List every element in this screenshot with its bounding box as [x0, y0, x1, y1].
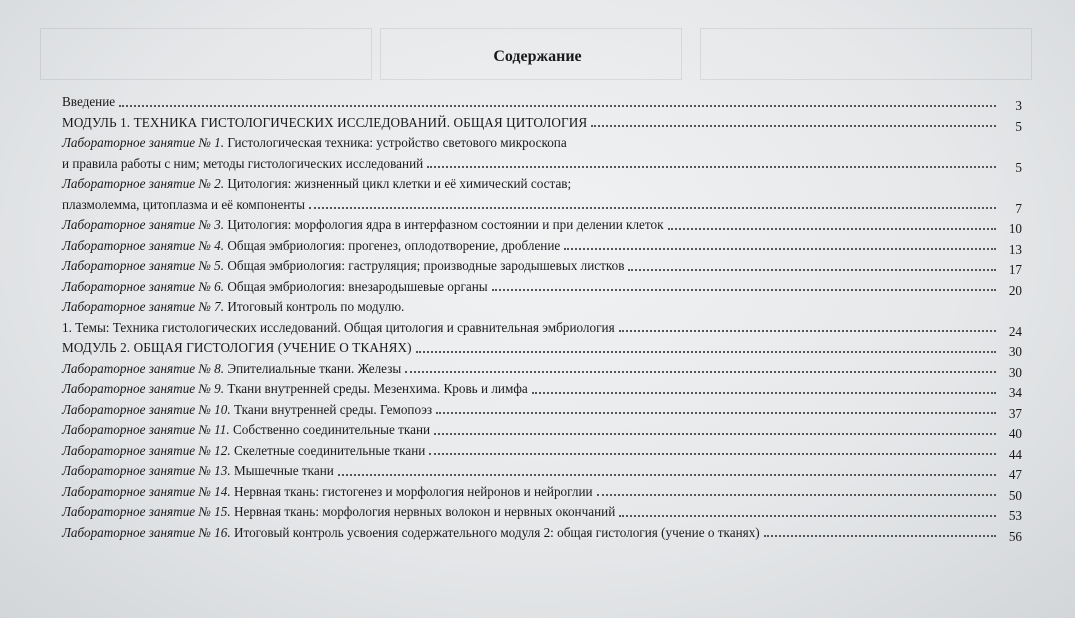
toc-entry: [62, 277, 1022, 298]
lab-label: Лабораторное занятие № 13.: [62, 463, 231, 478]
toc-entry-line: [62, 359, 401, 380]
dot-leader: [764, 525, 996, 537]
dot-leader: [628, 259, 996, 271]
toc-entry: [62, 441, 1022, 462]
toc-entry: [62, 297, 1022, 338]
page-number: 10: [1008, 221, 1022, 236]
toc-entry: [62, 256, 1022, 277]
dot-leader: [405, 361, 996, 373]
page-number: 30: [1008, 364, 1022, 380]
toc-entry: [62, 400, 1022, 421]
page-number: 13: [1008, 241, 1022, 257]
toc-entry-first-line: [62, 174, 1022, 195]
dot-leader: [434, 423, 996, 435]
dot-leader: [564, 238, 996, 250]
toc-entry: [62, 461, 1022, 482]
toc-entry-continuation: и правила работы с ним; методы гистологических исследований: [62, 155, 424, 171]
dot-leader: [619, 320, 996, 332]
dot-leader: [436, 402, 996, 414]
toc-entry-text: МОДУЛЬ 2. ОБЩАЯ ГИСТОЛОГИЯ (УЧЕНИЕ О ТКАНЯХ): [62, 340, 412, 355]
page-number: 53: [1008, 508, 1022, 523]
page-number: 30: [1008, 344, 1022, 359]
lab-label: Лабораторное занятие № 6.: [62, 278, 225, 294]
toc-entry-text: Собственно соединительные ткани: [229, 422, 431, 437]
page-number: 3: [1015, 98, 1022, 113]
toc-entry-text: Цитология: морфология ядра в интерфазном состоянии и при делении клеток: [224, 217, 664, 232]
lab-label: Лабораторное занятие № 9.: [62, 381, 225, 396]
dot-leader: [119, 95, 996, 107]
toc-entry-line: [62, 256, 624, 277]
lab-label: Лабораторное занятие № 5.: [62, 258, 225, 273]
toc-entry-text: МОДУЛЬ 1. ТЕХНИКА ГИСТОЛОГИЧЕСКИХ ИССЛЕДОВАНИЙ. ОБЩАЯ ЦИТОЛОГИЯ: [62, 114, 588, 130]
toc-entry: [62, 502, 1022, 523]
page-number: 50: [1008, 487, 1022, 503]
toc-module-entry: [62, 338, 1022, 359]
toc-entry-line: [62, 420, 430, 441]
toc-entry-text: Мышечные ткани: [230, 463, 334, 478]
page-number: 20: [1008, 282, 1022, 298]
toc-entry-text: Скелетные соединительные ткани: [230, 442, 426, 458]
page-number: 37: [1008, 405, 1022, 421]
page-number: 7: [1015, 200, 1022, 216]
toc-entry-text: Цитология: жизненный цикл клетки и её химический состав;: [224, 176, 572, 191]
dot-leader: [492, 279, 996, 291]
toc-entry: [62, 379, 1022, 400]
toc-entry-text: Эпителиальные ткани. Железы: [224, 360, 402, 376]
lab-label: Лабораторное занятие № 14.: [62, 483, 231, 499]
dot-leader: [532, 382, 996, 394]
toc-entry-text: Общая эмбриология: прогенез, оплодотворение, дробление: [224, 237, 561, 253]
page-number: 5: [1015, 159, 1022, 175]
toc-entry-continuation-wrapper: [62, 154, 423, 175]
dot-leader: [309, 197, 996, 209]
dot-leader: [427, 156, 996, 168]
page-number: 34: [1008, 385, 1022, 400]
lab-label: Лабораторное занятие № 15.: [62, 504, 231, 519]
dot-leader: [591, 115, 996, 127]
toc-entry: [62, 236, 1022, 257]
toc-entry-line: [62, 113, 587, 134]
toc-entry: [62, 215, 1022, 236]
dot-leader: [619, 505, 996, 517]
toc-entry-first-line: [62, 133, 1022, 154]
lab-label: Лабораторное занятие № 8.: [62, 360, 225, 376]
lab-label: Лабораторное занятие № 2.: [62, 176, 225, 191]
lab-label: Лабораторное занятие № 7.: [62, 299, 225, 314]
toc-entry-line: [62, 236, 560, 257]
lab-label: Лабораторное занятие № 10.: [62, 401, 231, 417]
lab-label: Лабораторное занятие № 16.: [62, 524, 231, 540]
toc-entry-line: [62, 277, 488, 298]
table-of-contents: [62, 92, 1022, 543]
toc-entry: [62, 133, 1022, 174]
page-number: 24: [1008, 323, 1022, 339]
lab-label: Лабораторное занятие № 11.: [62, 422, 230, 437]
toc-entry: [62, 420, 1022, 441]
toc-entry-text: Нервная ткань: гистогенез и морфология нейронов и нейроглии: [230, 483, 593, 499]
toc-entry-line: [62, 215, 664, 236]
dot-leader: [668, 218, 997, 230]
toc-entry-line: [62, 482, 593, 503]
lab-label: Лабораторное занятие № 3.: [62, 217, 225, 232]
toc-entry-line: [62, 461, 334, 482]
toc-entry-continuation-wrapper: [62, 195, 305, 216]
toc-entry-first-line: [62, 297, 1022, 318]
dot-leader: [597, 484, 996, 496]
page-title: Содержание: [493, 48, 582, 65]
toc-entry-text: Общая эмбриология: гаструляция; производные зародышевых листков: [224, 258, 625, 273]
toc-entry: [62, 523, 1022, 544]
toc-entry-text: Общая эмбриология: внезародышевые органы: [224, 278, 488, 294]
page-number: 40: [1008, 426, 1022, 441]
toc-entry-continuation: плазмолемма, цитоплазма и её компоненты: [62, 196, 306, 212]
toc-entry: [62, 174, 1022, 215]
toc-entry: [62, 92, 1022, 113]
page-number: 56: [1008, 528, 1022, 544]
dot-leader: [416, 341, 996, 353]
toc-entry-text: Итоговый контроль усвоения содержательного модуля 2: общая гистология (учение о тканях): [230, 524, 760, 540]
toc-entry-line: [62, 400, 432, 421]
page-number: 47: [1008, 467, 1022, 482]
lab-label: Лабораторное занятие № 1.: [62, 135, 225, 150]
toc-entry-text: Гистологическая техника: устройство светового микроскопа: [224, 135, 567, 150]
toc-entry-text: Введение: [62, 94, 116, 109]
toc-entry-line: [62, 441, 425, 462]
dot-leader: [429, 443, 996, 455]
page-number: 44: [1008, 446, 1022, 462]
lab-label: Лабораторное занятие № 12.: [62, 442, 231, 458]
toc-entry-text: Ткани внутренней среды. Гемопоэз: [230, 401, 433, 417]
toc-entry-continuation: 1. Темы: Техника гистологических исследований. Общая цитология и сравнительная эмбриология: [62, 319, 615, 335]
toc-entry-line: [62, 338, 412, 359]
toc-entry: [62, 359, 1022, 380]
lab-label: Лабораторное занятие № 4.: [62, 237, 225, 253]
toc-entry-line: [62, 523, 760, 544]
toc-entry-line: [62, 502, 615, 523]
toc-entry: [62, 482, 1022, 503]
toc-entry-line: [62, 379, 528, 400]
dot-leader: [338, 464, 996, 476]
page-number: 17: [1008, 262, 1022, 277]
toc-entry-text: Нервная ткань: морфология нервных волокон и нервных окончаний: [230, 504, 616, 519]
toc-module-entry: [62, 113, 1022, 134]
toc-entry-text: Итоговый контроль по модулю.: [224, 299, 405, 314]
toc-entry-line: [62, 92, 115, 113]
toc-entry-continuation-wrapper: [62, 318, 615, 339]
toc-entry-text: Ткани внутренней среды. Мезенхима. Кровь и лимфа: [224, 381, 528, 396]
page-number: 5: [1015, 118, 1022, 134]
